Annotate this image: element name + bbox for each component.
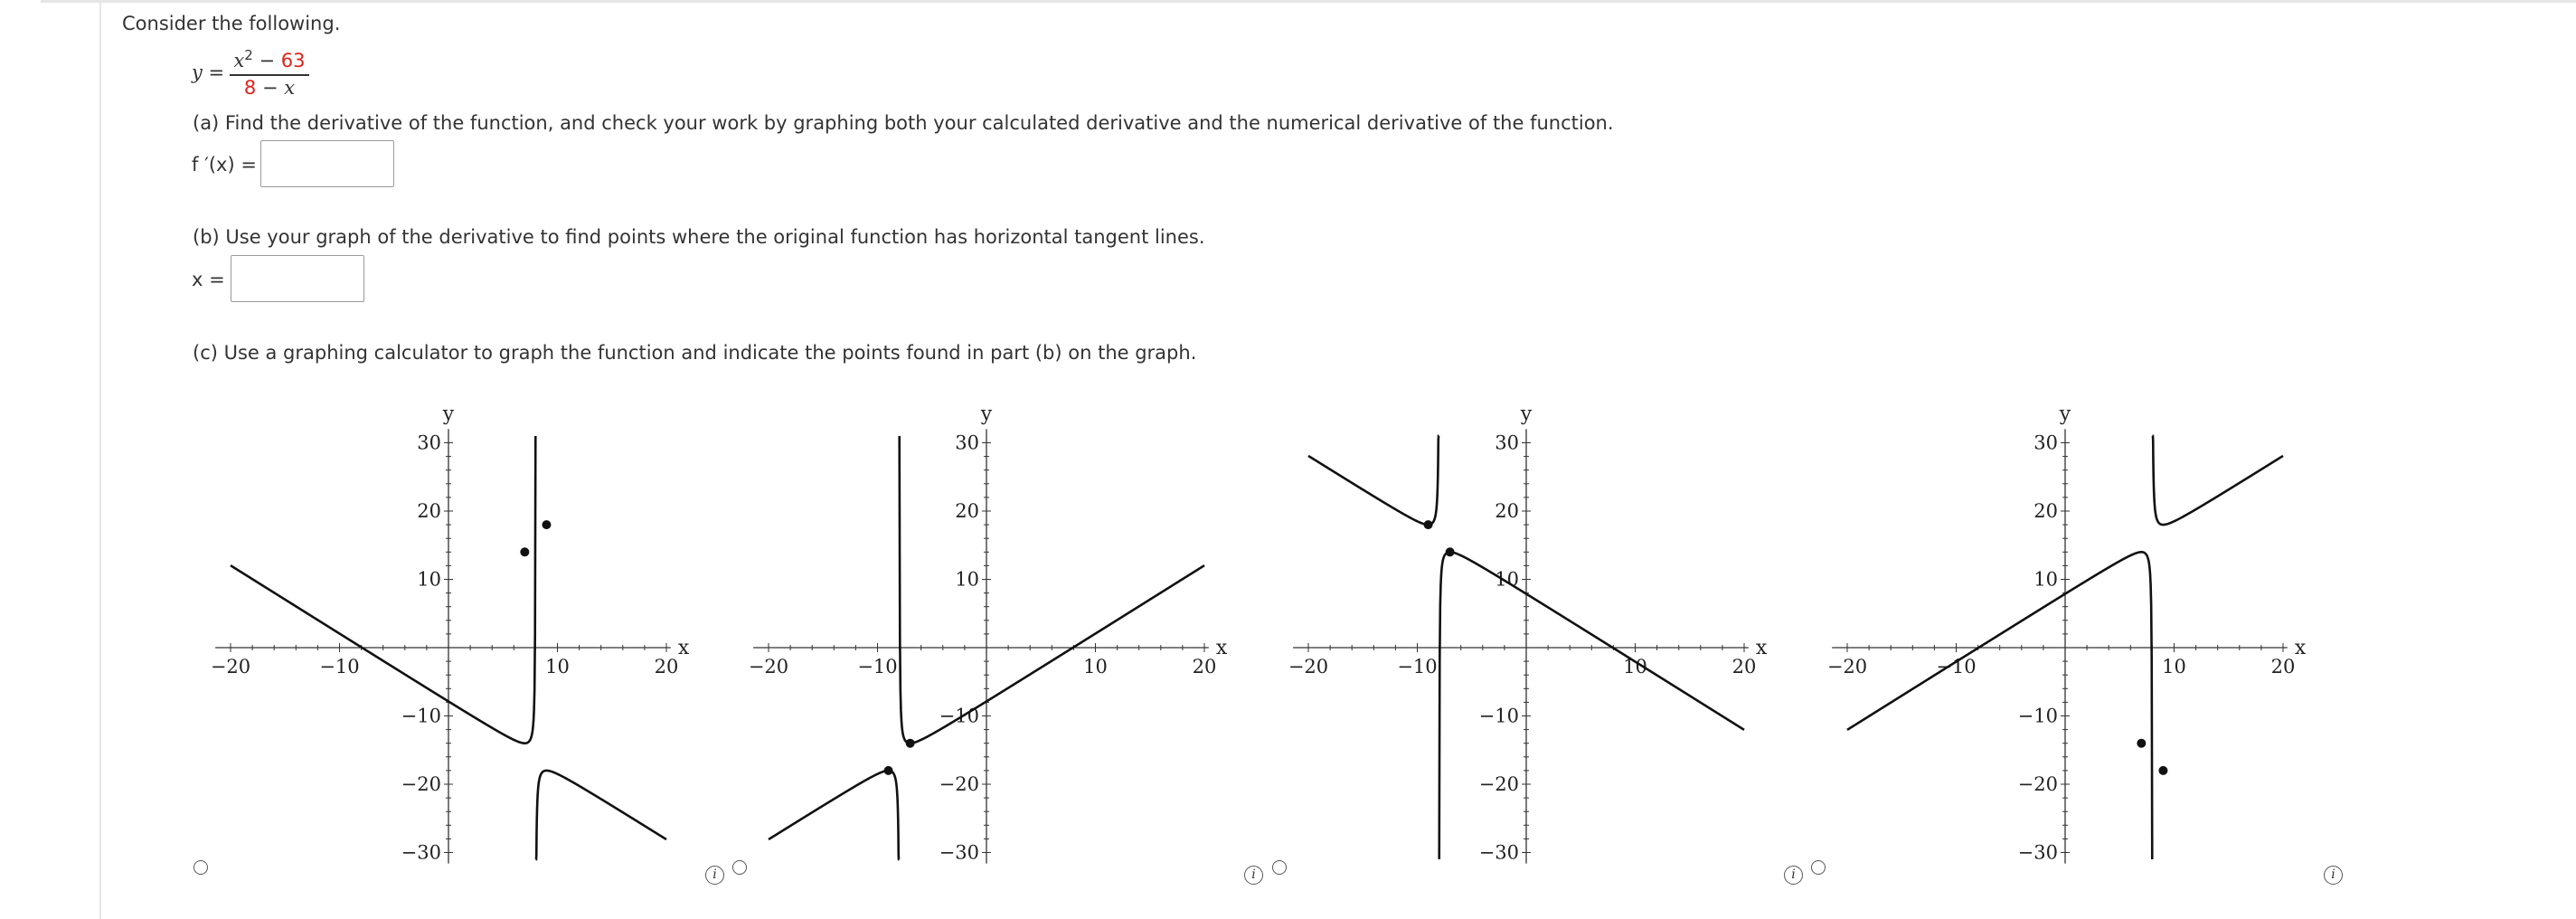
y-tick-label: −10 xyxy=(401,705,441,727)
part-b-text: (b) Use your graph of the derivative to find points where the original function has horizontal tangent lines. xyxy=(193,226,1205,248)
tangent-point xyxy=(2137,739,2146,748)
y-tick-label: −30 xyxy=(401,841,441,864)
x-tick-label: 10 xyxy=(2162,656,2186,677)
y-tick-label: 10 xyxy=(955,568,979,591)
x-axis-label: x xyxy=(677,637,690,659)
y-tick-label: −20 xyxy=(401,773,441,795)
x-axis-label: x xyxy=(1215,637,1228,659)
x-tick-label: −10 xyxy=(1397,656,1438,677)
x-tick-label: −10 xyxy=(857,656,898,677)
x-tick-label: −20 xyxy=(748,656,789,677)
y-tick-label: 30 xyxy=(417,431,441,454)
y-tick-label: 30 xyxy=(1495,431,1519,454)
x-tick-label: −10 xyxy=(319,656,360,677)
info-icon[interactable]: i xyxy=(2324,866,2343,885)
y-tick-label: 30 xyxy=(2033,431,2058,454)
function-lhs: y = xyxy=(192,62,225,83)
part-b-label: x = xyxy=(192,269,225,290)
x-tick-label: −20 xyxy=(1826,656,1868,677)
y-tick-label: 20 xyxy=(2033,500,2058,522)
y-axis-label: y xyxy=(2059,403,2071,426)
x-axis-label: x xyxy=(2294,637,2307,659)
part-a-label: f ′(x) = xyxy=(192,154,257,175)
y-tick-label: −30 xyxy=(939,841,979,864)
y-axis-label: y xyxy=(442,403,455,426)
y-tick-label: −20 xyxy=(2017,773,2058,795)
x-axis-label: x xyxy=(1755,637,1768,659)
radio-graph-1[interactable] xyxy=(193,860,208,875)
y-axis-label: y xyxy=(980,403,993,426)
x-tick-label: 20 xyxy=(2270,656,2296,677)
y-tick-label: 20 xyxy=(417,500,441,522)
y-tick-label: −30 xyxy=(1478,841,1519,864)
info-icon[interactable]: i xyxy=(1244,866,1263,885)
x-tick-label: 10 xyxy=(1623,656,1647,677)
y-tick-label: 10 xyxy=(2033,568,2058,591)
y-tick-label: 20 xyxy=(1495,500,1519,522)
function-curve xyxy=(1847,552,2152,859)
x-tick-label: 20 xyxy=(1192,656,1217,677)
y-tick-label: −30 xyxy=(2017,841,2058,864)
y-tick-label: 10 xyxy=(417,568,441,591)
y-tick-label: 10 xyxy=(1495,568,1519,591)
function-numerator: $x^2 - 63$ xyxy=(233,47,306,71)
y-axis-label: y xyxy=(1520,403,1533,426)
y-tick-label: 20 xyxy=(955,500,979,522)
y-tick-label: −10 xyxy=(939,705,979,727)
function-denominator: 8 − x xyxy=(243,77,296,99)
y-tick-label: 30 xyxy=(955,431,979,454)
x-tick-label: −20 xyxy=(1288,656,1329,677)
prompt-text: Consider the following. xyxy=(122,13,341,34)
y-tick-label: −10 xyxy=(1478,705,1519,727)
info-icon[interactable]: i xyxy=(1784,866,1803,885)
part-a-text: (a) Find the derivative of the function, and check your work by graphing both your calculated derivative and the numerical derivative of the function. xyxy=(193,112,1614,134)
y-tick-label: −20 xyxy=(1478,773,1519,795)
y-tick-label: −10 xyxy=(2017,705,2058,727)
x-tick-label: 20 xyxy=(1731,656,1757,677)
x-tick-label: −10 xyxy=(1936,656,1977,677)
radio-graph-4[interactable] xyxy=(1811,860,1826,875)
y-tick-label: −20 xyxy=(939,773,979,795)
part-c-text: (c) Use a graphing calculator to graph the function and indicate the points found in part (b) on the graph. xyxy=(193,342,1197,364)
x-tick-label: 10 xyxy=(1083,656,1108,677)
function-curve xyxy=(2153,436,2283,525)
radio-graph-3[interactable] xyxy=(1272,860,1287,875)
radio-graph-2[interactable] xyxy=(732,860,747,875)
x-tick-label: 20 xyxy=(654,656,679,677)
x-tick-label: 10 xyxy=(545,656,570,677)
tangent-point xyxy=(2158,766,2167,775)
info-icon[interactable]: i xyxy=(705,866,724,885)
x-tick-label: −20 xyxy=(210,656,251,677)
